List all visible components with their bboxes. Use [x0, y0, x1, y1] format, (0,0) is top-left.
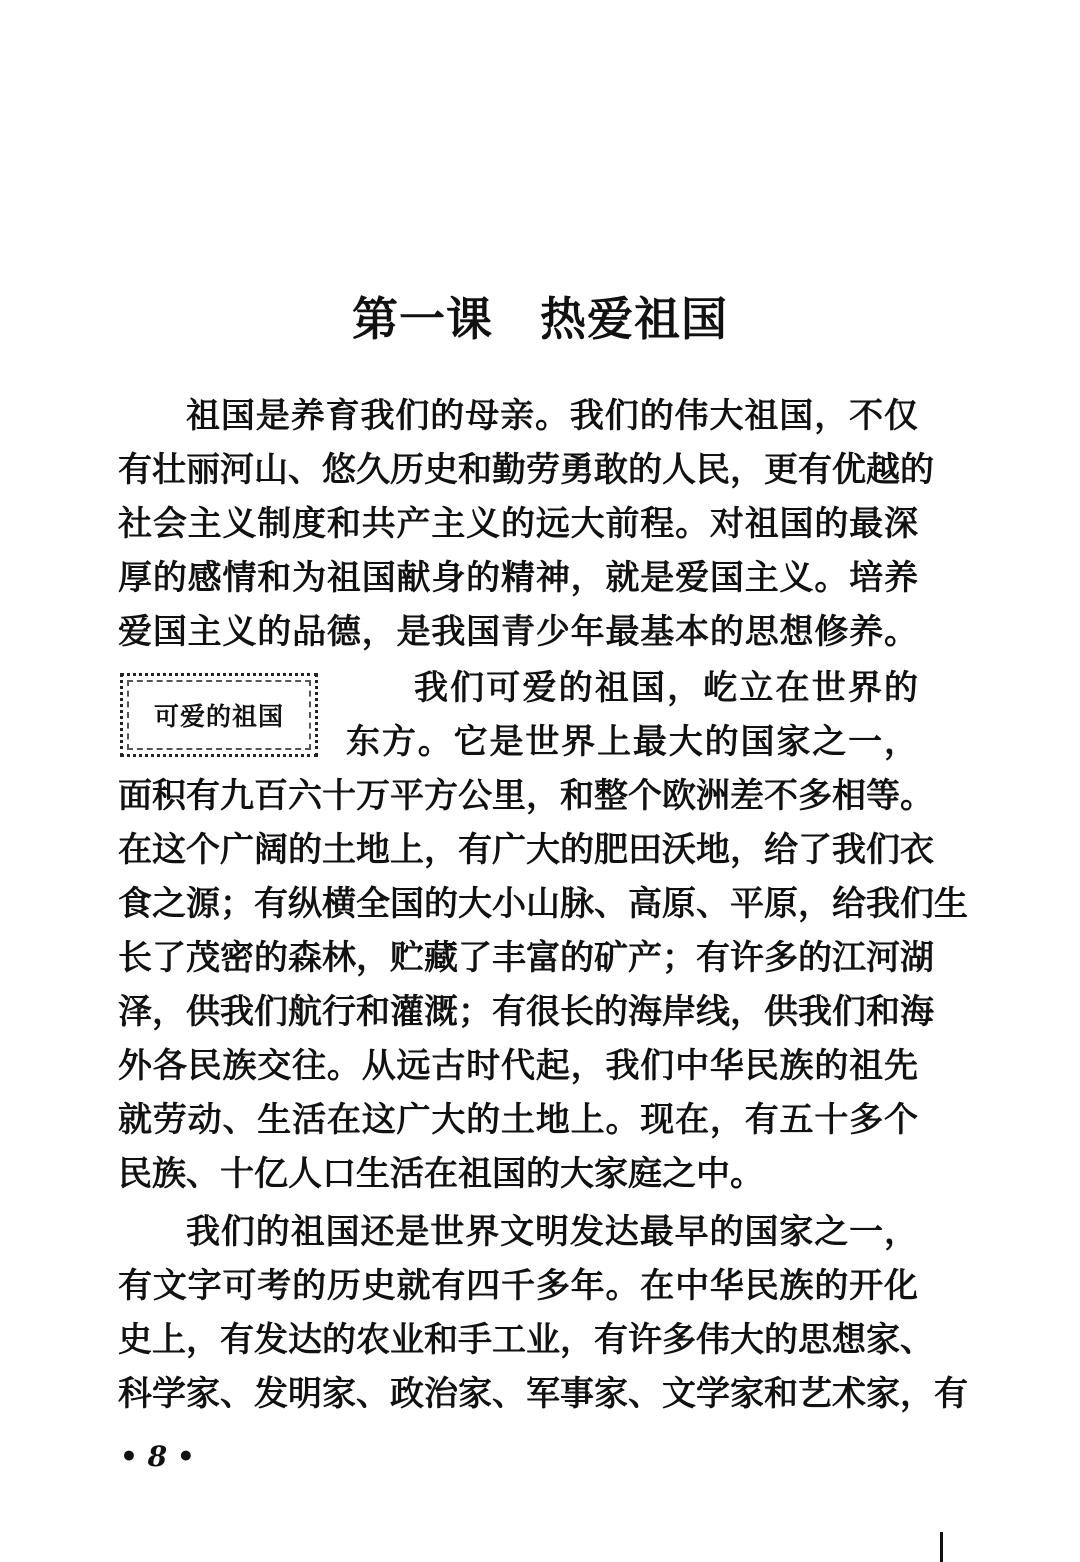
- paragraph-line: 我们的祖国还是世界文明发达最早的国家之一，: [186, 1212, 918, 1252]
- paragraph-line: 有壮丽河山、悠久历史和勤劳勇敢的人民，更有优越的: [118, 450, 934, 490]
- paragraph-line: 祖国是养育我们的母亲。我们的伟大祖国，不仅: [186, 396, 918, 436]
- section-heading: 可爱的祖国: [153, 702, 284, 731]
- paragraph-line: 我们可爱的祖国，屹立在世界的: [414, 668, 918, 708]
- paragraph-line: 民族、十亿人口生活在祖国的大家庭之中。: [118, 1154, 764, 1194]
- paragraph-line: 面积有九百六十万平方公里，和整个欧洲差不多相等。: [118, 776, 934, 816]
- paragraph-line: 社会主义制度和共产主义的远大前程。对祖国的最深: [118, 504, 918, 544]
- paragraph-line: 长了茂密的森林，贮藏了丰富的矿产；有许多的江河湖: [118, 938, 934, 978]
- paragraph-line: 食之源；有纵横全国的大小山脉、高原、平原，给我们生: [118, 884, 968, 924]
- paragraph-line: 外各民族交往。从远古时代起，我们中华民族的祖先: [118, 1046, 918, 1086]
- paragraph-line: 东方。它是世界上最大的国家之一，: [346, 722, 918, 762]
- paragraph-line: 泽，供我们航行和灌溉；有很长的海岸线，供我们和海: [118, 992, 934, 1032]
- paragraph-line: 在这个广阔的土地上，有广大的肥田沃地，给了我们衣: [118, 830, 934, 870]
- lesson-title: 第一课 热爱祖国: [352, 292, 728, 346]
- paragraph-line: 有文字可考的历史就有四千多年。在中华民族的开化: [118, 1266, 918, 1306]
- paragraph-line: 爱国主义的品德，是我国青少年最基本的思想修养。: [118, 612, 918, 652]
- paragraph-line: 厚的感情和为祖国献身的精神，就是爱国主义。培养: [118, 558, 918, 598]
- paragraph-line: 就劳动、生活在这广大的土地上。现在，有五十多个: [118, 1100, 918, 1140]
- page-edge-mark: [940, 1532, 943, 1562]
- page-number: • 8 •: [120, 1440, 195, 1473]
- paragraph-line: 史上，有发达的农业和手工业，有许多伟大的思想家、: [118, 1320, 934, 1360]
- section-heading-box: [120, 673, 318, 757]
- paragraph-line: 科学家、发明家、政治家、军事家、文学家和艺术家，有: [118, 1374, 968, 1414]
